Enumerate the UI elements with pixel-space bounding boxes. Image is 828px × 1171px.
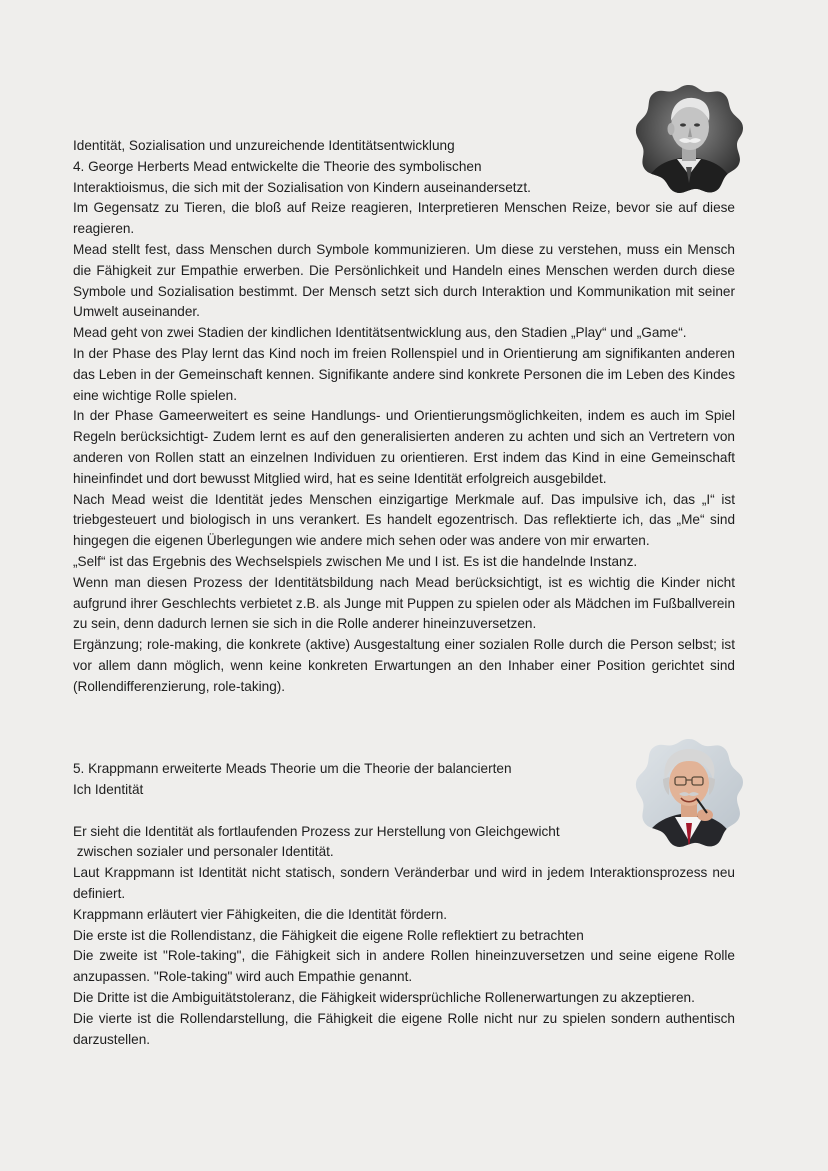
paragraph-self: „Self“ ist das Ergebnis des Wechselspiels zwischen Me und I ist. Es ist die handelnde Instanz. [73,553,638,569]
mead-intro-line-1: 4. George Herberts Mead entwickelte die Theorie des symbolischen [73,158,482,174]
paragraph-symbole: Mead stellt fest, dass Menschen durch Symbole kommunizieren. Um diese zu verstehen, muss ein Mensch die Fähigkeit zur Empathie erwerben. Die Persönlichkeit und Handeln eines Menschen werden durch diese Symbole und Sozialisation bestimmt. Der Mensch setzt sich durch Interaktion und Kommunikation mit seiner Umwelt auseinander. [73,241,735,320]
krappmann-heading-line-2: Ich Identität [73,781,144,797]
paragraph-stadien: Mead geht von zwei Stadien der kindlichen Identitätsentwicklung aus, den Stadien „Play“ und „Game“. [73,325,687,341]
section-mead [73,136,735,698]
paragraph-vier-faehigkeiten: Krappmann erläutert vier Fähigkeiten, die die Identität fördern. [73,906,448,922]
paragraph-rollendistanz: Die erste ist die Rollendistanz, die Fähigkeit die eigene Rolle reflektiert zu betrachten [73,927,584,943]
section-spacer [73,801,735,822]
paragraph-game: In der Phase Gameerweitert es seine Handlungs- und Orientierungsmöglichkeiten, indem es auch im Spiel Regeln berücksichtigt- Zudem lernt es auf den generalisierten anderen zu achten und sich an Vertretern von anderen von Rollen statt an einzelnen Individuen zu orientieren. Erst indem das Kind in eine Gemeinschaft hineinfindet und dort bewusst Mitglied wird, hat es seine Identität erfolgreich ausgebildet. [73,408,735,486]
paragraph-ergaenzung: Ergänzung; role-making, die konkrete (aktive) Ausgestaltung einer sozialen Rolle durch die Person selbst; ist vor allem dann möglich, wenn keine konkreten Erwartungen an den Inhaber einer Position gerichtet sind (Rollendifferenzierung, role-taking). [73,637,735,694]
section-krappmann [73,759,735,1050]
paragraph-statisch: Laut Krappmann ist Identität nicht statisch, sondern Veränderbar und wird in jedem Interaktionsprozess neu definiert. [73,865,735,901]
paragraph-reize: Im Gegensatz zu Tieren, die bloß auf Reize reagieren, Interpretieren Menschen Reize, bevor sie auf diese reagieren. [73,200,735,237]
krappmann-lead-line-2: zwischen sozialer und personaler Identität. [73,844,334,860]
paragraph-rollendarstellung: Die vierte ist die Rollendarstellung, die Fähigkeit die eigene Rolle nicht nur zu spielen sondern authentisch darzustellen. [73,1010,735,1047]
paragraph-play: In der Phase des Play lernt das Kind noch im freien Rollenspiel und in Orientierung am signifikanten anderen das Leben in der Gemeinschaft kennen. Signifikante andere sind konkrete Personen die im Leben des Kindes eine wichtige Rolle spielen. [73,345,735,403]
paragraph-role-taking: Die zweite ist "Role-taking", die Fähigkeit sich in andere Rollen hineinzuversetzen und seine eigene Rolle anzupassen. "Role-taking" wird auch Empathie genannt. [73,948,735,985]
mead-intro-line-2: Interaktioismus, die sich mit der Sozialisation von Kindern auseinandersetzt. [73,179,531,195]
krappmann-heading-line-1: 5. Krappmann erweiterte Meads Theorie um die Theorie der balancierten [73,761,512,776]
krappmann-lead-line-1: Er sieht die Identität als fortlaufenden Prozess zur Herstellung von Gleichgewicht [73,823,560,839]
document-heading: Identität, Sozialisation und unzureichende Identitätsentwicklung [73,138,455,153]
paragraph-ambiguitaetstoleranz: Die Dritte ist die Ambiguitätstoleranz, die Fähigkeit widersprüchliche Rollenerwartungen zu akzeptieren. [73,989,695,1005]
paragraph-i-me: Nach Mead weist die Identität jedes Menschen einzigartige Merkmale auf. Das impulsive ich, das „I“ ist triebgesteuert und biologisch in uns verankert. Es handelt egozentrisch. Das reflektierte ich, das „Me“ sind hingegen die eigenen Überlegungen wie andere mich sehen oder was andere von mir erwarten. [73,491,735,549]
paragraph-kinder: Wenn man diesen Prozess der Identitätsbildung nach Mead berücksichtigt, ist es wichtig die Kinder nicht aufgrund ihrer Geschlechts verbietet z.B. als Junge mit Puppen zu spielen oder als Mädchen im Fußballverein zu sein, denn dadurch lernen sie sich in die Rolle anderer hineinzuversetzen. [73,574,735,632]
